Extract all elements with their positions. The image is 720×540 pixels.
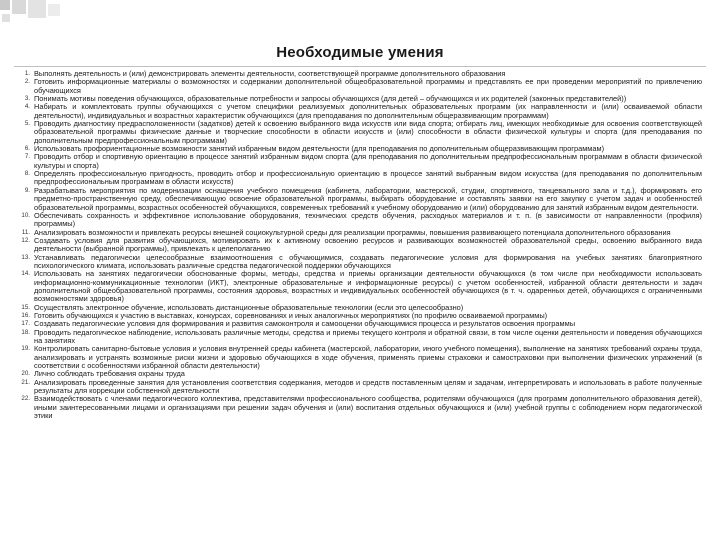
skill-number: 13. xyxy=(21,253,30,261)
skill-number: 3. xyxy=(24,95,30,103)
skill-number: 18. xyxy=(21,328,30,336)
skill-item xyxy=(10,254,702,271)
skill-number: 17. xyxy=(21,320,30,328)
skill-number: 12. xyxy=(21,236,30,244)
skill-text: Создавать педагогические условия для формирования и развития самоконтроля и самооценки обучающимися процесса и результатов освоения программы xyxy=(34,319,575,329)
skill-number: 19. xyxy=(21,345,30,353)
skill-item xyxy=(10,103,702,120)
skill-number: 7. xyxy=(24,153,30,161)
skill-item xyxy=(10,212,702,229)
skill-number: 22. xyxy=(21,395,30,403)
skill-text: Обеспечивать сохранность и эффективное использование оборудования, технических средств обучения, расходных материалов и т. п. (в зависимости от направленности (профиля) программы) xyxy=(34,210,702,229)
skill-text: Готовить информационные материалы о возможностях и содержании дополнительной общеобразовательной программы и представлять ее при проведении мероприятий по привлечению обучающихся xyxy=(34,77,702,95)
skill-text: Осуществлять электронное обучение, использовать дистанционные образовательные технологии (если это целесообразно) xyxy=(34,302,464,312)
skill-text: Анализировать возможности и привлекать ресурсы внешней социокультурной среды для реализации программы, повышения развивающего потенциала дополнительного образования xyxy=(34,227,671,237)
skills-list xyxy=(10,70,702,420)
skill-text: Проводить диагностику предрасположенности (задатков) детей к освоению выбранного вида искусств или вида спорта; отбирать лиц, имеющих необходимые для освоения соответствующей образовательной программы физические данные и творческие способности в области искусств и (или) способности в области физической культуры и спорта (для преподавания по дополнительным предпрофессиональным программам) xyxy=(34,119,702,145)
skill-text: Лично соблюдать требования охраны труда xyxy=(34,369,185,379)
skill-text: Устанавливать педагогически целесообразные взаимоотношения с обучающимися, создавать педагогические условия для формирования на учебных занятиях благоприятного психологического климата, использовать различные средства педагогической поддержки обучающихся xyxy=(34,252,702,270)
skill-item xyxy=(10,237,702,254)
skill-number: 6. xyxy=(24,145,30,153)
skill-text: Набирать и комплектовать группы обучающихся с учетом специфики реализуемых дополнительных образовательных программ (их направленности и (или) осваиваемой области деятельности), индивидуальных и возрастных характеристик обучающихся (для преподавания по дополнительным общеразвивающим программам) xyxy=(34,102,702,120)
skill-number: 5. xyxy=(24,120,30,128)
skill-text: Создавать условия для развития обучающихся, мотивировать их к активному освоению ресурсов и развивающих возможностей образовательной среды, освоению выбранного вида деятельности (выбранной программы), привлекать к целеполаганию xyxy=(34,235,702,254)
skill-number: 9. xyxy=(24,186,30,194)
skill-text: Проводить педагогическое наблюдение, использовать различные методы, средства и приемы текущего контроля и обратной связи, в том числе оценки деятельности и поведения обучающихся на занятиях xyxy=(34,327,702,345)
skill-number: 21. xyxy=(21,378,30,386)
skill-number: 10. xyxy=(21,211,30,219)
skill-item xyxy=(10,345,702,370)
corner-decoration xyxy=(0,0,62,30)
skill-number: 8. xyxy=(24,170,30,178)
skill-number: 1. xyxy=(24,70,30,77)
skill-text: Проводить отбор и спортивную ориентацию в процессе занятий избранным видом спорта (для преподавания по дополнительным предпрофессиональным программам в области физической культуры и спорта) xyxy=(34,152,702,170)
skill-text: Готовить обучающихся к участию в выставках, конкурсах, соревнованиях и иных аналогичных мероприятиях (по профилю осваиваемой программы) xyxy=(34,310,548,320)
skill-item xyxy=(10,379,702,396)
skill-text: Выполнять деятельность и (или) демонстрировать элементы деятельности, соответствующей программе дополнительного образования xyxy=(34,69,506,78)
skill-item xyxy=(10,78,702,95)
skill-text: Определять профессиональную пригодность, проводить отбор и профессиональную ориентацию в процессе занятий выбранным видом искусства (для преподавания по дополнительным предпрофессиональным программам в области искусств) xyxy=(34,169,702,187)
skill-item xyxy=(10,395,702,420)
skill-number: 14. xyxy=(21,270,30,278)
skill-item xyxy=(10,170,702,187)
skill-number: 20. xyxy=(21,370,30,378)
skill-item xyxy=(10,329,702,346)
skill-text: Разрабатывать мероприятия по модернизации оснащения учебного помещения (кабинета, лаборатории, мастерской, студии, спортивного, танцевального зала и т.д.), формировать его предметно-пространственную среду, обеспечивающую освоение образовательной программы, выбирать оборудование и составлять заявки на его закупку с учетом задач и особенностей образовательной программы, возрастных особенностей обучающихся, современных требований к учебному оборудованию и (или) оборудованию для занятий избранным видом деятельности. xyxy=(34,185,702,212)
skill-text: Понимать мотивы поведения обучающихся, образовательные потребности и запросы обучающихся (для детей – обучающихся и их родителей (законных представителей)) xyxy=(34,94,627,104)
skill-number: 4. xyxy=(24,103,30,111)
skill-item xyxy=(10,153,702,170)
skill-item xyxy=(10,187,702,212)
skill-number: 2. xyxy=(24,78,30,86)
skill-text: Анализировать проведенные занятия для установления соответствия содержания, методов и средств поставленным целям и задачам, интерпретировать и использовать в работе полученные результаты для коррекции собственной деятельности xyxy=(34,377,702,396)
skill-item xyxy=(10,270,702,303)
skill-number: 16. xyxy=(21,311,30,319)
skill-text: Использовать профориентационные возможности занятий избранным видом деятельности (для преподавания по дополнительным общеразвивающим программам) xyxy=(34,144,605,154)
page-title: Необходимые умения xyxy=(276,44,444,61)
skill-number: 11. xyxy=(21,228,30,236)
skill-number: 15. xyxy=(21,303,30,311)
skill-text: Взаимодействовать с членами педагогического коллектива, представителями профессионального сообщества, родителями обучающихся (для программ дополнительного образования детей), иными заинтересованными лицами и организациями при решении задач обучения и (или) воспитания отдельных обучающихся и (или) учебной группы с соблюдением норм педагогической этики xyxy=(34,394,702,421)
title-divider xyxy=(14,66,706,67)
skill-item xyxy=(10,120,702,145)
skill-text: Контролировать санитарно-бытовые условия и условия внутренней среды кабинета (мастерской, лаборатории, иного учебного помещения), выполнение на занятиях требований охраны труда, анализировать и устранять возможные риски жизни и здоровью обучающихся в ходе обучения, применять приемы страховки и самостраховки при выполнении физических упражнений (в соответствии с особенностями избранной области деятельности) xyxy=(34,344,702,371)
skill-text: Использовать на занятиях педагогически обоснованные формы, методы, средства и приемы организации деятельности обучающихся (в том числе при необходимости использовать информационно-коммуникационные технологии (ИКТ), электронные образовательные и информационные ресурсы) с учетом особенностей, избранной области деятельности и задач дополнительной общеобразовательной программы, состояния здоровья, возрастных и индивидуальных особенностей обучающихся (в т. ч. одаренных детей, обучающихся с ограниченными возможностями здоровья) xyxy=(34,269,702,304)
